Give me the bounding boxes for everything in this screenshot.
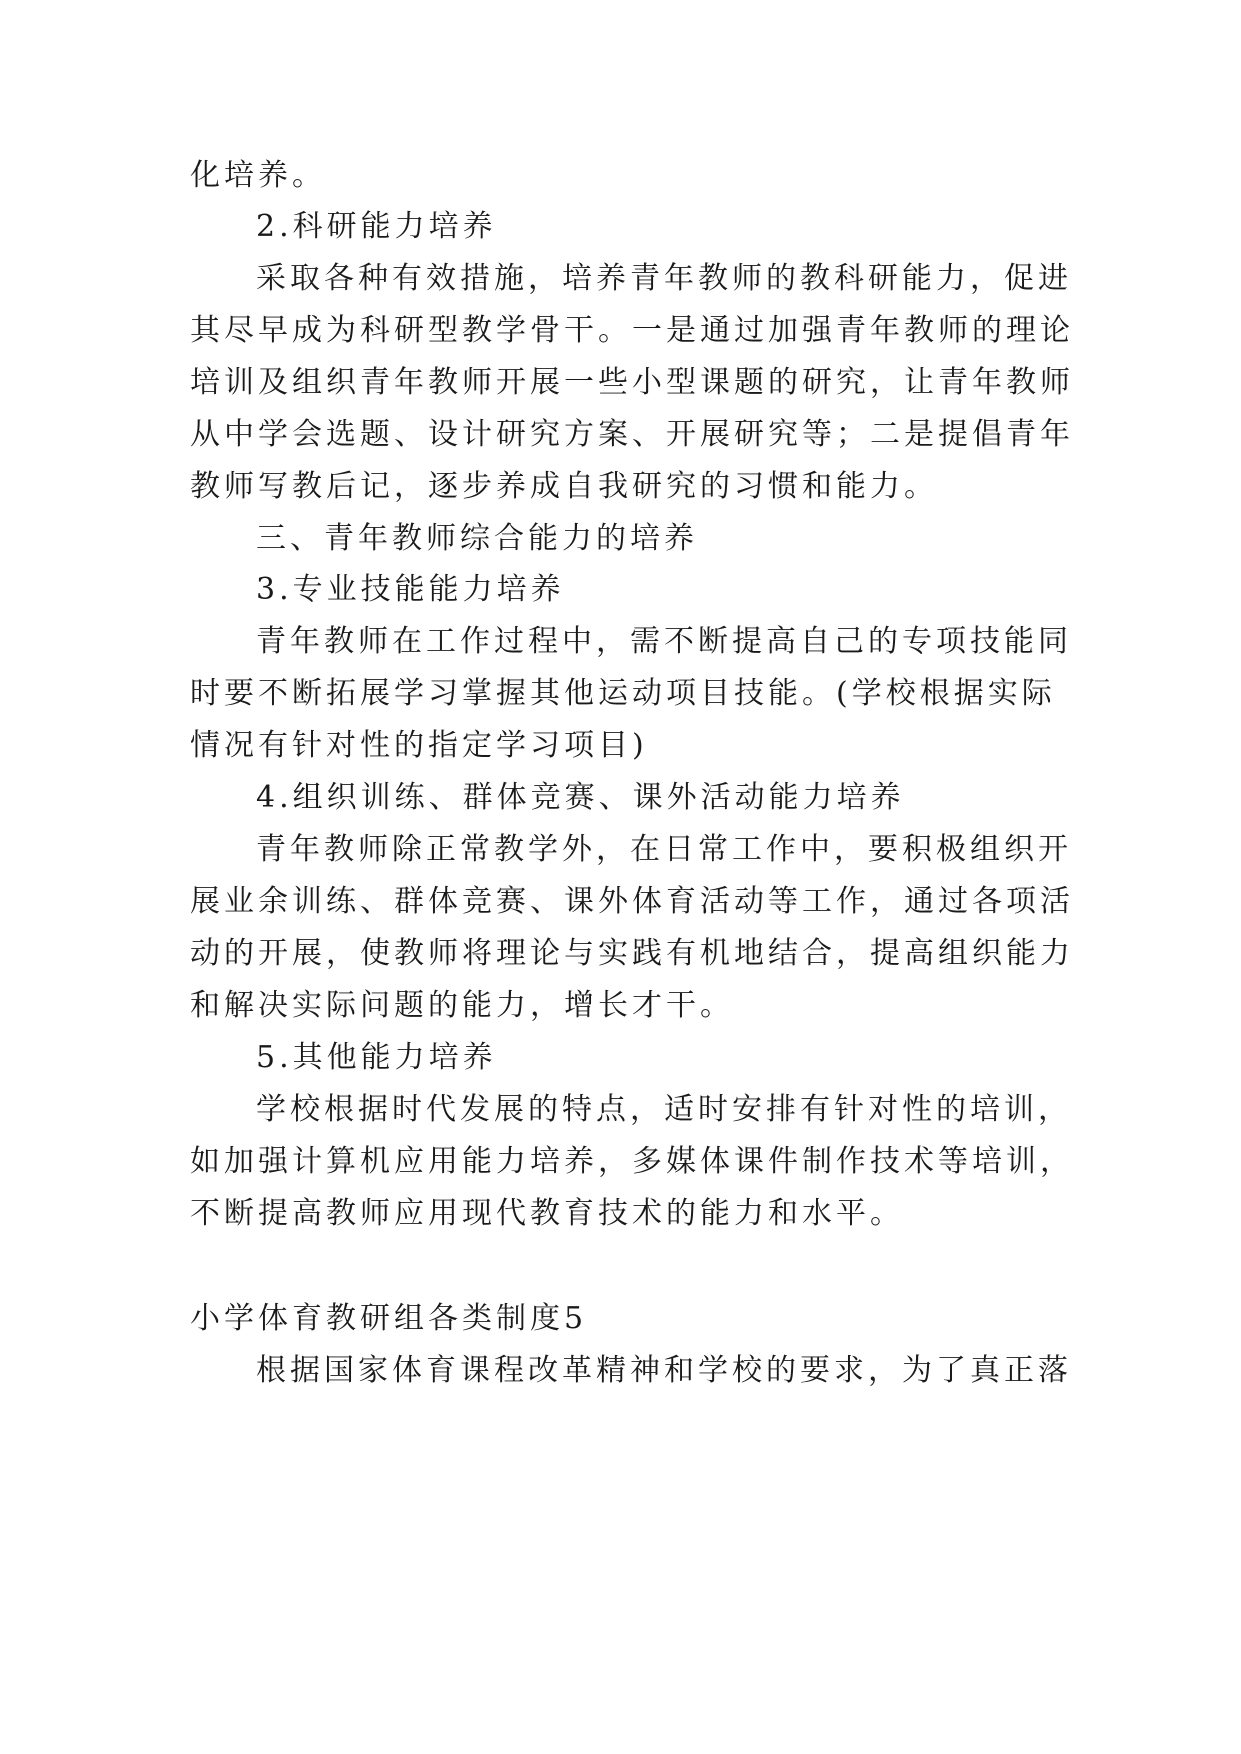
section-heading: 三、青年教师综合能力的培养 bbox=[256, 521, 698, 556]
paragraph-line: 其尽早成为科研型教学骨干。一是通过加强青年教师的理论 bbox=[190, 313, 1074, 348]
paragraph-line: 化培养。 bbox=[190, 158, 326, 193]
paragraph-line: 时要不断拓展学习掌握其他运动项目技能。(学校根据实际 bbox=[190, 676, 1056, 711]
paragraph-line: 从中学会选题、设计研究方案、开展研究等；二是提倡青年 bbox=[190, 417, 1074, 452]
section-heading: 2.科研能力培养 bbox=[256, 209, 497, 244]
document-title: 小学体育教研组各类制度5 bbox=[190, 1301, 588, 1336]
section-heading: 3.专业技能能力培养 bbox=[256, 572, 565, 607]
paragraph-line: 青年教师在工作过程中，需不断提高自己的专项技能同 bbox=[256, 624, 1072, 659]
paragraph-line: 培训及组织青年教师开展一些小型课题的研究，让青年教师 bbox=[190, 365, 1074, 400]
section-heading: 5.其他能力培养 bbox=[256, 1040, 497, 1075]
paragraph-line: 情况有针对性的指定学习项目) bbox=[190, 728, 648, 763]
paragraph-line: 根据国家体育课程改革精神和学校的要求，为了真正落 bbox=[256, 1353, 1072, 1388]
paragraph-line: 青年教师除正常教学外，在日常工作中，要积极组织开 bbox=[256, 832, 1072, 867]
paragraph-line: 教师写教后记，逐步养成自我研究的习惯和能力。 bbox=[190, 469, 938, 504]
paragraph-line: 动的开展，使教师将理论与实践有机地结合，提高组织能力 bbox=[190, 936, 1074, 971]
paragraph-line: 和解决实际问题的能力，增长才干。 bbox=[190, 988, 734, 1023]
paragraph-line: 学校根据时代发展的特点，适时安排有针对性的培训， bbox=[256, 1092, 1072, 1127]
paragraph-line: 展业余训练、群体竞赛、课外体育活动等工作，通过各项活 bbox=[190, 884, 1074, 919]
paragraph-line: 不断提高教师应用现代教育技术的能力和水平。 bbox=[190, 1196, 904, 1231]
section-heading: 4.组织训练、群体竞赛、课外活动能力培养 bbox=[256, 780, 905, 815]
paragraph-line: 采取各种有效措施，培养青年教师的教科研能力，促进 bbox=[256, 261, 1072, 296]
paragraph-line: 如加强计算机应用能力培养，多媒体课件制作技术等培训， bbox=[190, 1144, 1074, 1179]
